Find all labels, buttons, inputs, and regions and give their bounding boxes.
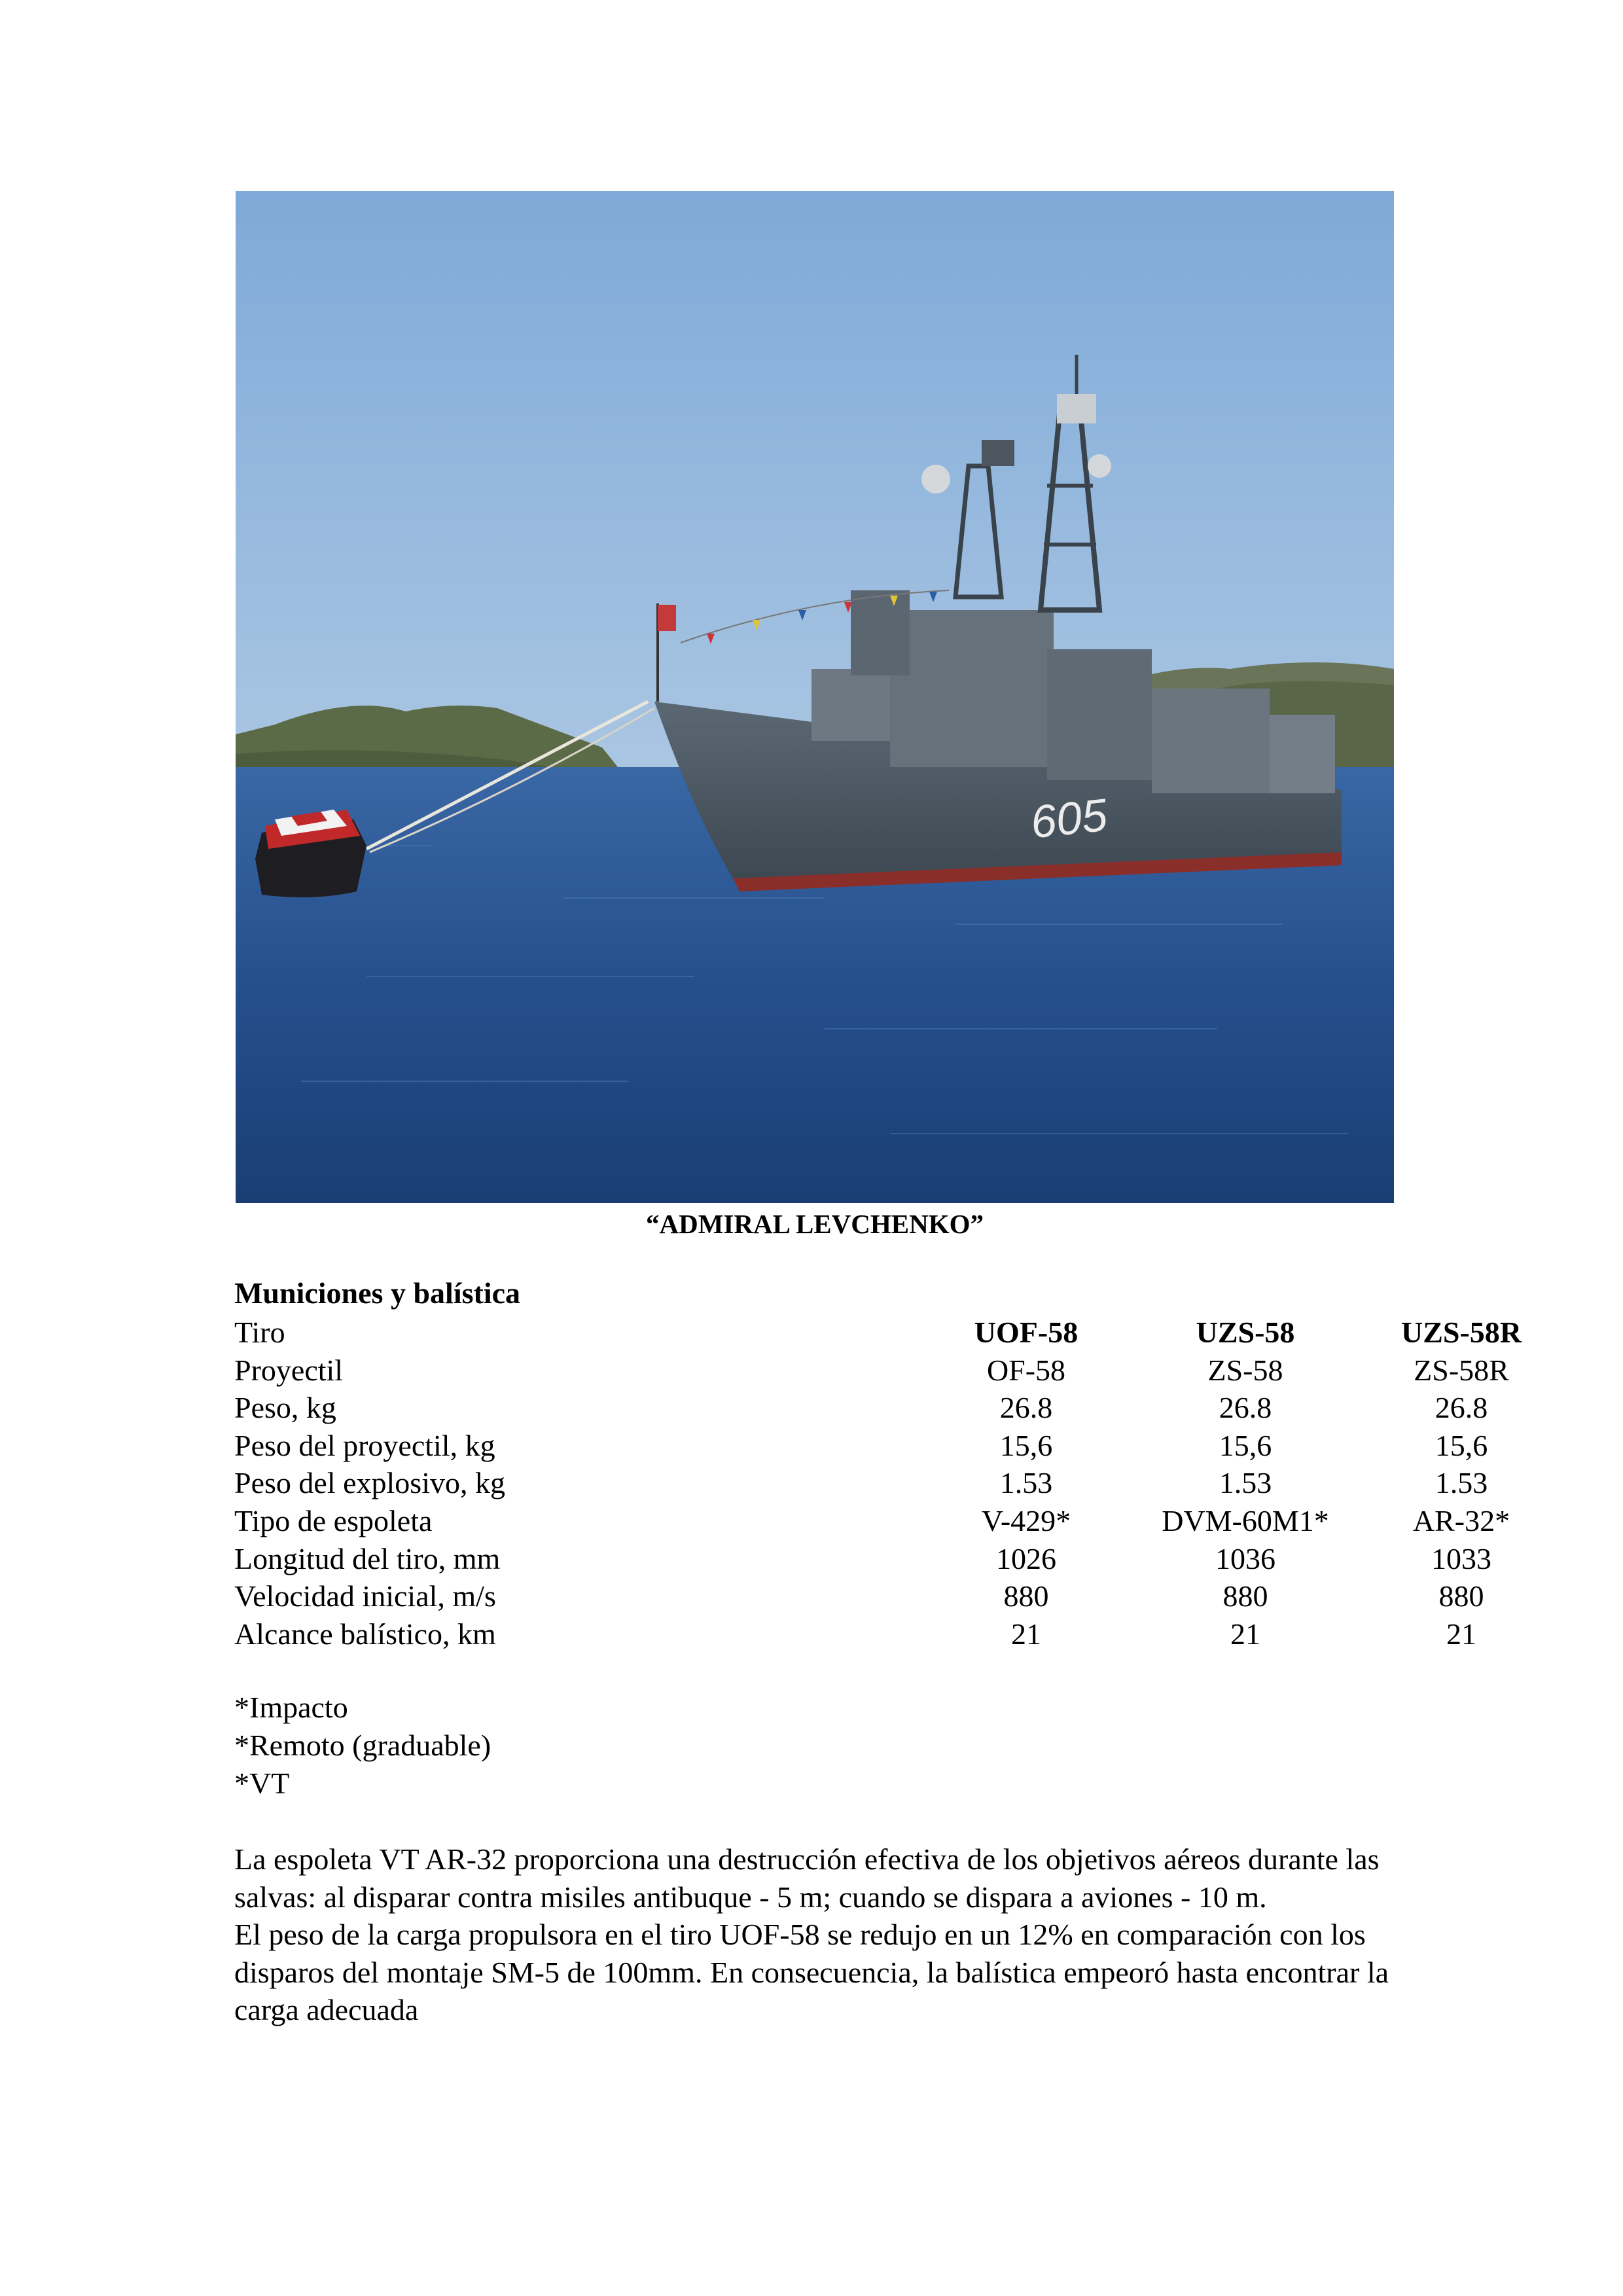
paragraph: La espoleta VT AR-32 proporciona una destrucción efectiva de los objetivos aéreos durante las salvas: al disparar contra misiles antibuque - 5 m; cuando se dispara a aviones - 10 m. <box>234 1842 1380 1914</box>
table-row <box>234 1540 1491 1578</box>
table-cell: 21 <box>1446 1617 1476 1651</box>
table-cell: 1033 <box>1431 1541 1491 1575</box>
table-label: Velocidad inicial, m/s <box>234 1579 496 1613</box>
table-row <box>234 1615 1476 1653</box>
table-cell: 15,6 <box>1219 1428 1272 1462</box>
image-caption: “ADMIRAL LEVCHENKO” <box>646 1209 984 1239</box>
table-cell: AR-32* <box>1412 1503 1510 1537</box>
table-label: Peso del explosivo, kg <box>234 1466 505 1500</box>
hull-number: 605 <box>1028 789 1110 848</box>
footnote: *Remoto (graduable) <box>234 1729 491 1762</box>
table-cell: ZS-58 <box>1207 1353 1283 1387</box>
table-label: Tiro <box>234 1316 285 1349</box>
table-col-header: UZS-58 <box>1196 1316 1295 1349</box>
table-label: Peso del proyectil, kg <box>234 1428 495 1462</box>
table-cell: 1036 <box>1215 1541 1275 1575</box>
table-cell: 26.8 <box>1435 1391 1488 1425</box>
table-col-header: UZS-58R <box>1400 1316 1522 1349</box>
table-row <box>234 1389 1488 1427</box>
table-cell: DVM-60M1* <box>1162 1503 1329 1537</box>
table-label: Tipo de espoleta <box>234 1503 433 1537</box>
footnote: *VT <box>234 1767 290 1800</box>
table-cell: 1.53 <box>1435 1466 1488 1500</box>
table-row <box>234 1577 1484 1615</box>
table-row <box>234 1427 1488 1465</box>
table-cell: 15,6 <box>1435 1428 1488 1462</box>
table-cell: ZS-58R <box>1414 1353 1509 1387</box>
body-text <box>234 1840 1412 2029</box>
table-row <box>234 1464 1488 1502</box>
table-label: Proyectil <box>234 1353 344 1387</box>
footnote: *Impacto <box>234 1691 348 1724</box>
table-cell: 15,6 <box>999 1428 1053 1462</box>
table-cell: 880 <box>1003 1579 1049 1613</box>
table-row <box>234 1502 1510 1540</box>
table-cell: 21 <box>1011 1617 1041 1651</box>
table-cell: 1.53 <box>1219 1466 1272 1500</box>
table-label: Alcance balístico, km <box>234 1617 496 1651</box>
table-cell: OF-58 <box>986 1353 1066 1387</box>
section-title: Municiones y balística <box>234 1276 521 1310</box>
table-cell: V-429* <box>981 1503 1071 1537</box>
table-cell: 21 <box>1230 1617 1260 1651</box>
table-cell: 880 <box>1438 1579 1484 1613</box>
table-col-header: UOF-58 <box>974 1316 1079 1349</box>
ship-photo <box>236 191 1394 1203</box>
table-cell: 26.8 <box>999 1391 1053 1425</box>
table-cell: 880 <box>1222 1579 1268 1613</box>
table-label: Longitud del tiro, mm <box>234 1541 501 1575</box>
paragraph: El peso de la carga propulsora en el tiro UOF-58 se redujo en un 12% en comparación con los disparos del montaje SM-5 de 100mm. En consecuencia, la balística empeoró hasta encontrar la carga adecuada <box>234 1918 1389 2026</box>
table-row <box>234 1352 1509 1390</box>
table-header-row <box>234 1314 1522 1352</box>
ballistics-section <box>234 1273 1522 1653</box>
table-label: Peso, kg <box>234 1391 336 1425</box>
footnotes <box>234 1689 491 1803</box>
table-cell: 1.53 <box>999 1466 1053 1500</box>
table-cell: 1026 <box>996 1541 1056 1575</box>
table-cell: 26.8 <box>1219 1391 1272 1425</box>
